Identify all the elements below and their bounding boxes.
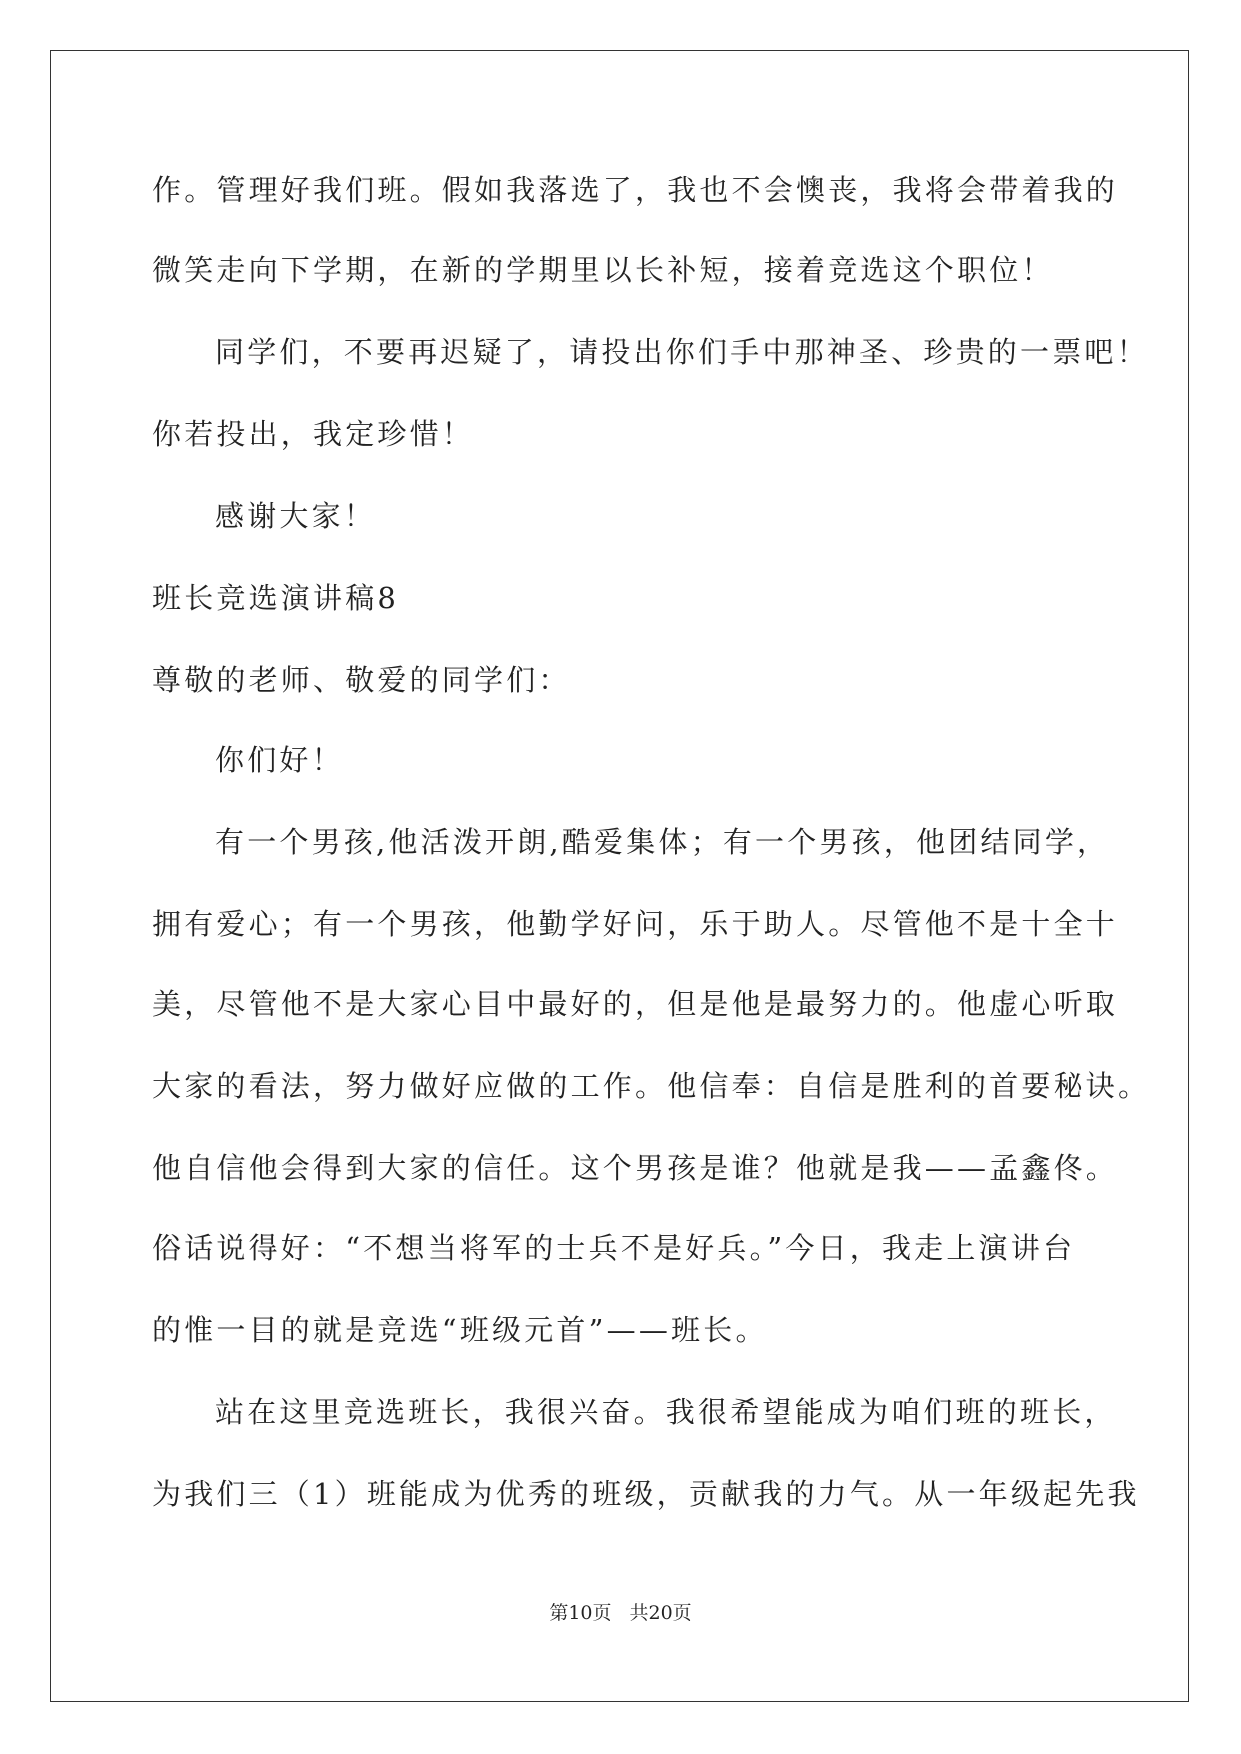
paragraph-line: 有一个男孩,他活泼开朗,酷爱集体；有一个男孩，他团结同学， — [215, 825, 1110, 859]
page-number-current: 第10页 — [549, 1602, 612, 1624]
section-heading: 班长竞选演讲稿8 — [152, 581, 400, 615]
paragraph-line: 作。管理好我们班。假如我落选了，我也不会懊丧，我将会带着我的 — [152, 173, 1119, 207]
paragraph-line: 的惟一目的就是竞选“班级元首”——班长。 — [152, 1313, 768, 1347]
page-number-total: 共20页 — [629, 1602, 692, 1624]
paragraph-line: 感谢大家！ — [215, 499, 377, 533]
greeting: 你们好！ — [215, 743, 344, 777]
paragraph-line: 拥有爱心；有一个男孩，他勤学好问，乐于助人。尽管他不是十全十 — [152, 907, 1119, 941]
salutation: 尊敬的老师、敬爱的同学们： — [152, 663, 571, 697]
paragraph-line: 他自信他会得到大家的信任。这个男孩是谁？他就是我——孟鑫佟。 — [152, 1151, 1119, 1185]
paragraph-line: 微笑走向下学期，在新的学期里以长补短，接着竞选这个职位！ — [152, 253, 1054, 287]
paragraph-line: 你若投出，我定珍惜！ — [152, 417, 475, 451]
paragraph-line: 大家的看法，努力做好应做的工作。他信奉：自信是胜利的首要秘诀。 — [152, 1069, 1151, 1103]
paragraph-line: 俗话说得好：“不想当将军的士兵不是好兵。”今日，我走上演讲台 — [152, 1231, 1076, 1265]
paragraph-line: 同学们，不要再迟疑了，请投出你们手中那神圣、珍贵的一票吧！ — [215, 335, 1149, 369]
page-border — [50, 50, 1189, 1702]
paragraph-line: 为我们三（1）班能成为优秀的班级，贡献我的力气。从一年级起先我 — [152, 1477, 1140, 1511]
page-footer — [0, 1601, 1241, 1625]
paragraph-line: 美，尽管他不是大家心目中最好的，但是他是最努力的。他虚心听取 — [152, 987, 1119, 1021]
paragraph-line: 站在这里竞选班长，我很兴奋。我很希望能成为咱们班的班长， — [215, 1395, 1117, 1429]
